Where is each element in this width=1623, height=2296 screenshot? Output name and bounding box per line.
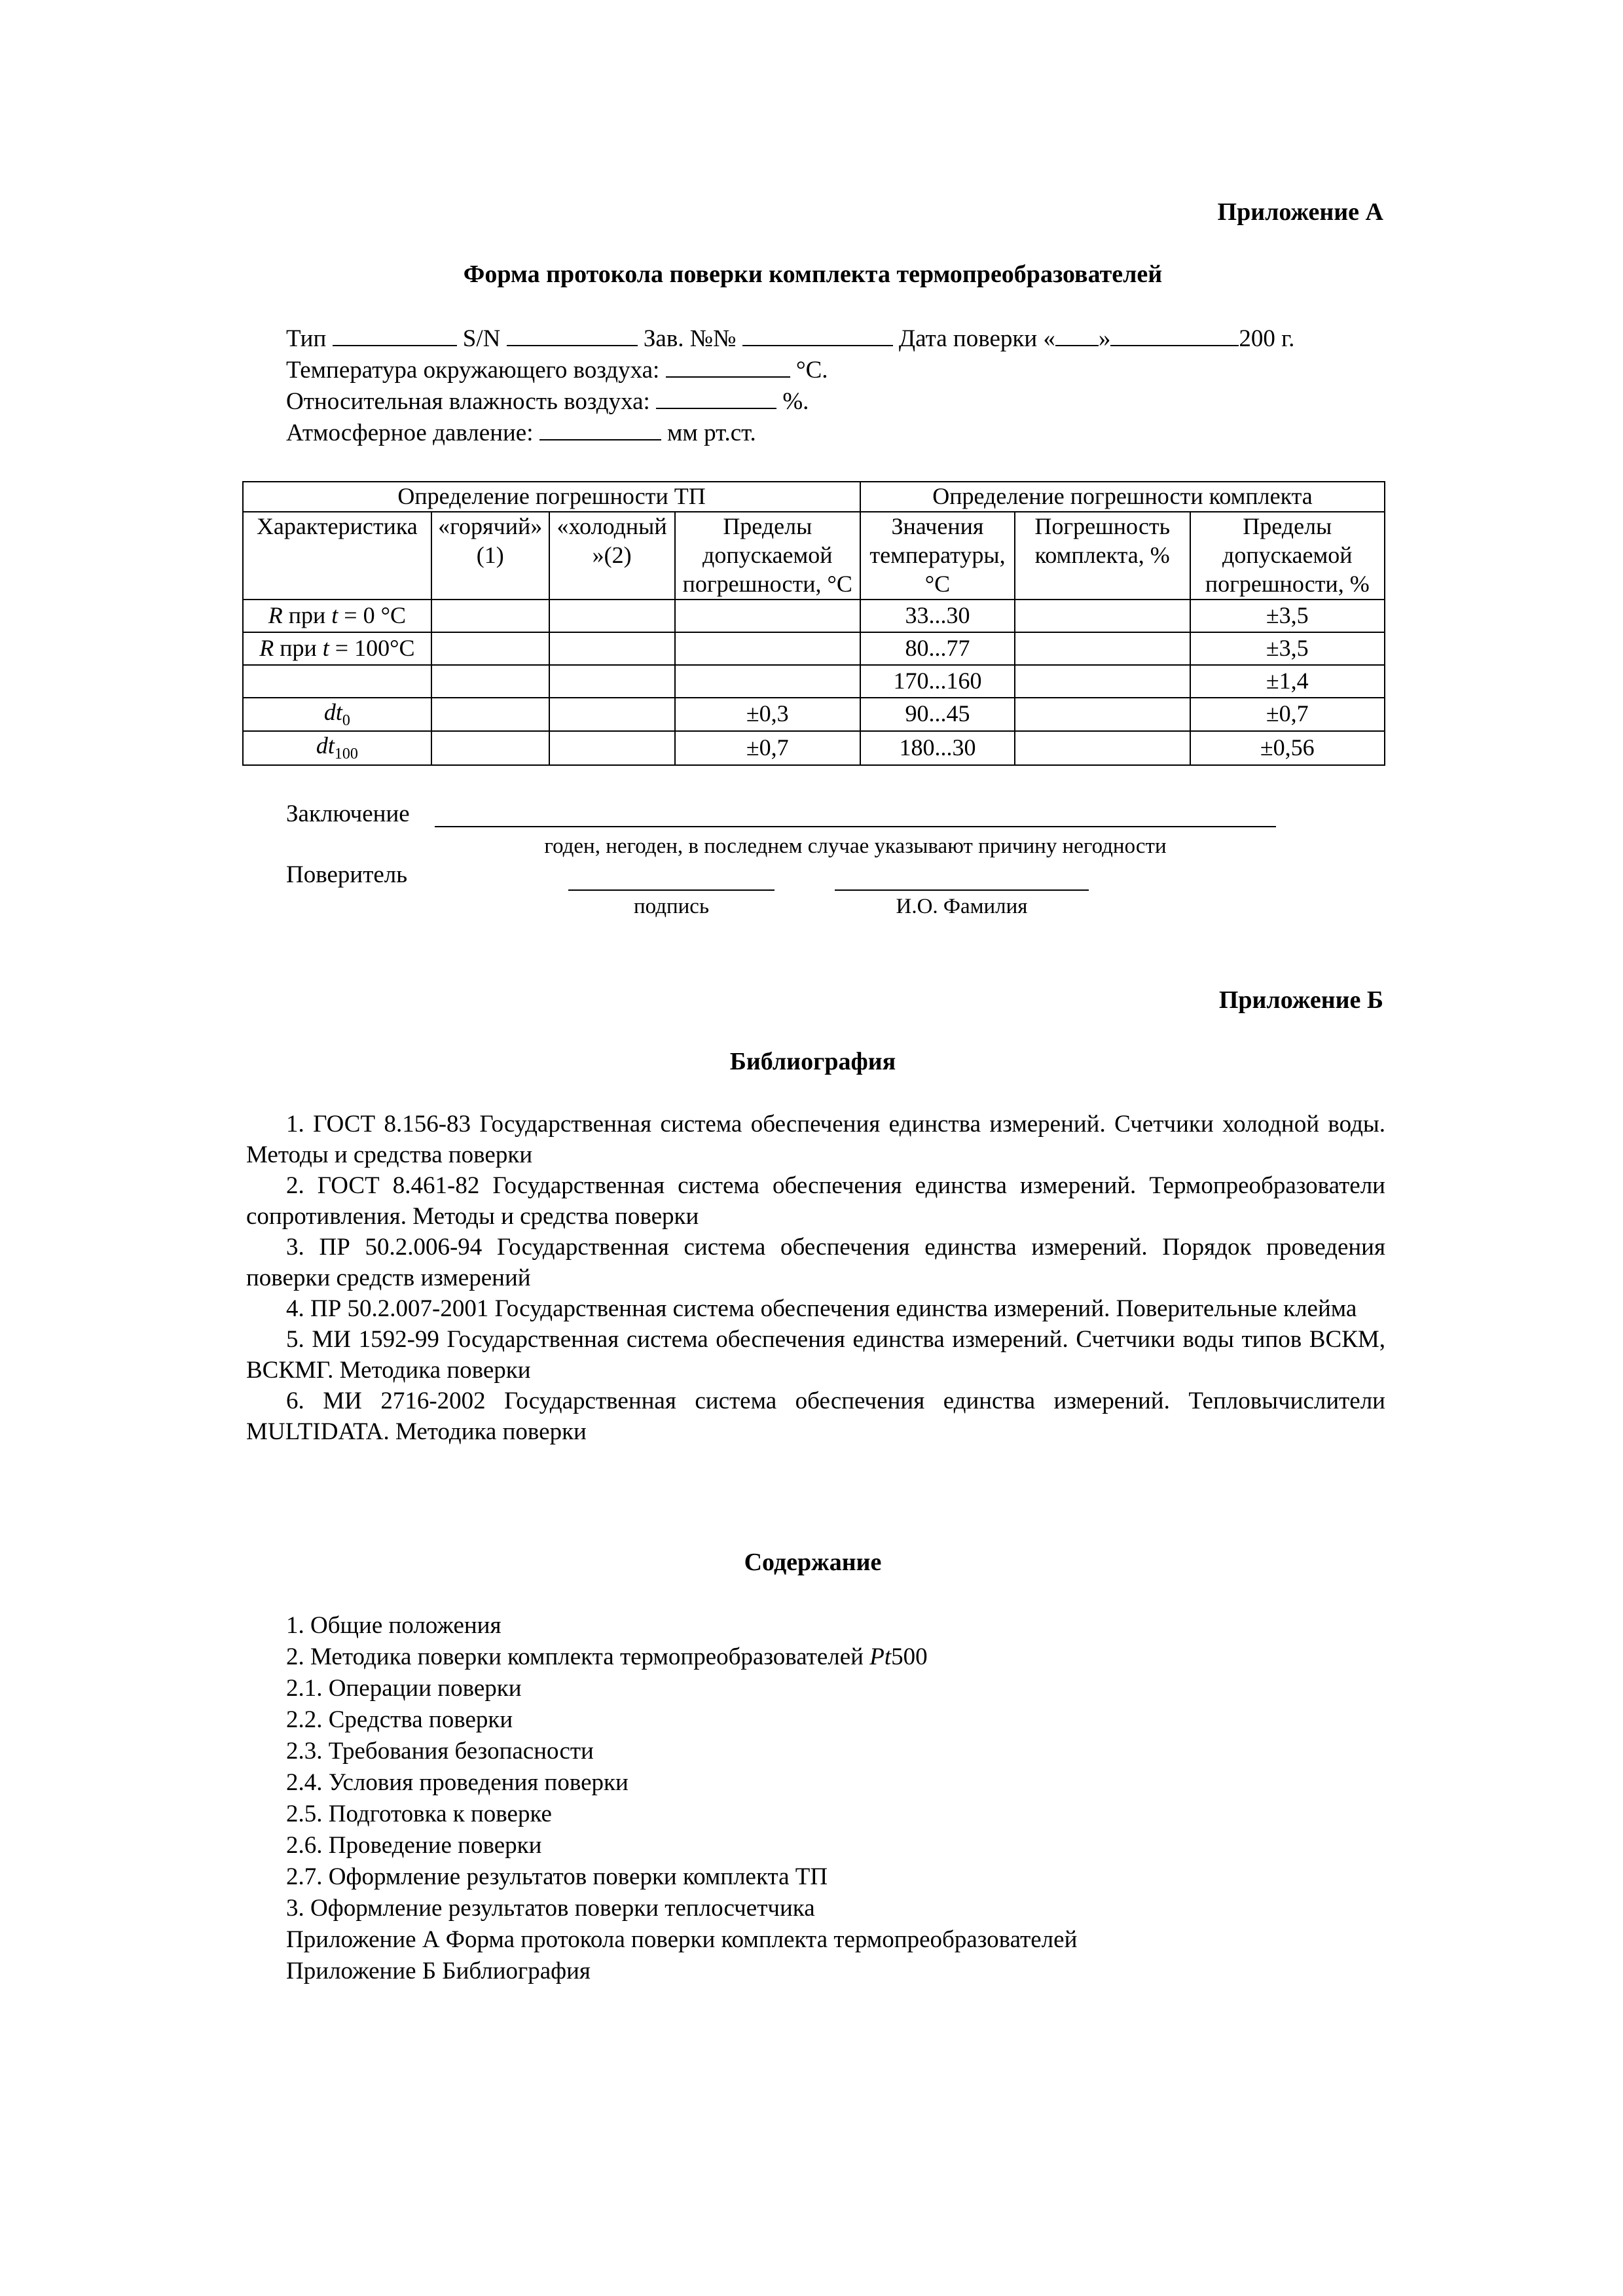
cell-limit-c <box>675 665 861 698</box>
cell-hot <box>431 665 549 698</box>
conclusion-label: Заключение <box>286 800 410 827</box>
humidity-label: Относительная влажность воздуха: <box>286 388 650 415</box>
date-label: Дата поверки « <box>898 325 1055 352</box>
cell-kit-error <box>1015 600 1190 632</box>
cell-cold <box>549 731 675 764</box>
list-item: 5. МИ 1592-99 Государственная система обеспечения единства измерений. Счетчики воды типов ВСКМ, ВСКМГ. Методика поверки <box>246 1326 1385 1384</box>
list-item: 2.4. Условия проведения поверки <box>286 1769 629 1796</box>
verification-table <box>242 481 1385 766</box>
list-item: 4. ПР 50.2.007-2001 Государственная система обеспечения единства измерений. Поверительные клейма <box>286 1295 1357 1322</box>
cell-temp: 90...45 <box>860 698 1015 731</box>
bibliography-list <box>246 1109 1385 1447</box>
table-row <box>243 632 1385 665</box>
conclusion-blank <box>435 825 1276 827</box>
cell-cold <box>549 665 675 698</box>
header-limit-c: Пределы допускаемой погрешности, °С <box>675 512 861 600</box>
list-item: 2.2. Средства поверки <box>286 1706 513 1733</box>
appendix-b-heading: Приложение Б <box>1218 986 1383 1014</box>
cell-hot <box>431 698 549 731</box>
humidity-unit: %. <box>782 388 809 415</box>
list-item: Приложение Б Библиография <box>286 1958 591 1984</box>
factory-no-label: Зав. №№ <box>643 325 737 352</box>
name-caption: И.О. Фамилия <box>896 895 1028 918</box>
form-line-humidity <box>286 386 809 418</box>
date-mid: » <box>1098 325 1111 352</box>
header-hot: «горячий» (1) <box>431 512 549 600</box>
cell-limit-pct: ±3,5 <box>1190 600 1385 632</box>
factory-no-blank <box>742 344 893 346</box>
header-temp-values: Значения температуры, °С <box>860 512 1015 600</box>
list-item: 1. ГОСТ 8.156-83 Государственная система обеспечения единства измерений. Счетчики холодной воды. Методы и средства поверки <box>246 1111 1385 1168</box>
cell-characteristic: R при t = 100°С <box>243 632 431 665</box>
pressure-blank <box>539 439 661 440</box>
list-item: 2. ГОСТ 8.461-82 Государственная система обеспечения единства измерений. Термопреобразователи сопротивления. Методы и средства поверки <box>246 1172 1385 1230</box>
table-row <box>243 665 1385 698</box>
header-limit-pct: Пределы допускаемой погрешности, % <box>1190 512 1385 600</box>
ambient-temp-unit: °С. <box>795 357 828 384</box>
cell-limit-c: ±0,3 <box>675 698 861 731</box>
sn-label: S/N <box>462 325 501 352</box>
verifier-label: Поверитель <box>286 861 408 888</box>
form-line-ambient-temp <box>286 355 828 386</box>
cell-characteristic <box>243 665 431 698</box>
date-suffix: 200 г. <box>1239 325 1295 352</box>
type-label: Тип <box>286 325 327 352</box>
header-characteristic: Характеристика <box>243 512 431 600</box>
contents-list <box>286 1610 1077 1987</box>
list-item: 1. Общие положения <box>286 1612 501 1639</box>
list-item: 3. Оформление результатов поверки теплосчетчика <box>286 1895 815 1922</box>
cell-cold <box>549 600 675 632</box>
appendix-a-title: Форма протокола поверки комплекта термопреобразователей <box>463 260 1163 288</box>
cell-limit-pct: ±0,56 <box>1190 731 1385 764</box>
list-item: 2.1. Операции поверки <box>286 1675 522 1702</box>
cell-limit-pct: ±3,5 <box>1190 632 1385 665</box>
appendix-b-title: Библиография <box>729 1048 896 1075</box>
group-tp-header: Определение погрешности ТП <box>243 482 860 512</box>
cell-hot <box>431 632 549 665</box>
cell-hot <box>431 600 549 632</box>
header-cold: «холодный »(2) <box>549 512 675 600</box>
sn-blank <box>507 344 638 346</box>
cell-limit-c <box>675 632 861 665</box>
table-group-row <box>243 482 1385 512</box>
conclusion-caption: годен, негоден, в последнем случае указывают причину негодности <box>544 834 1167 858</box>
cell-temp: 180...30 <box>860 731 1015 764</box>
cell-characteristic: $dt_0$ <box>243 698 431 731</box>
cell-kit-error <box>1015 731 1190 764</box>
cell-kit-error <box>1015 632 1190 665</box>
table-row <box>243 600 1385 632</box>
pressure-label: Атмосферное давление: <box>286 420 534 446</box>
ambient-temp-blank <box>666 376 790 378</box>
ambient-temp-label: Температура окружающего воздуха: <box>286 357 660 384</box>
form-line-pressure <box>286 418 756 449</box>
table-row <box>243 731 1385 764</box>
list-item: 2.3. Требования безопасности <box>286 1738 594 1765</box>
date-month-blank <box>1110 344 1239 346</box>
cell-kit-error <box>1015 698 1190 731</box>
list-item: Приложение А Форма протокола поверки комплекта термопреобразователей <box>286 1926 1078 1953</box>
signature-blank <box>568 889 775 891</box>
list-item: 2. Методика поверки комплекта термопреобразователей Pt500 <box>286 1643 928 1670</box>
cell-temp: 33...30 <box>860 600 1015 632</box>
cell-cold <box>549 632 675 665</box>
table-header-row <box>243 512 1385 600</box>
header-kit-error: Погрешность комплекта, % <box>1015 512 1190 600</box>
cell-characteristic: $dt_{100}$ <box>243 731 431 764</box>
pressure-unit: мм рт.ст. <box>667 420 756 446</box>
list-item: 3. ПР 50.2.006-94 Государственная система обеспечения единства измерений. Порядок проведения поверки средств измерений <box>246 1234 1385 1291</box>
type-blank <box>333 344 457 346</box>
cell-limit-c: ±0,7 <box>675 731 861 764</box>
humidity-blank <box>656 407 776 409</box>
table-row <box>243 698 1385 731</box>
cell-characteristic: R при t = 0 °С <box>243 600 431 632</box>
signature-caption: подпись <box>633 895 710 918</box>
cell-cold <box>549 698 675 731</box>
list-item: 2.7. Оформление результатов поверки комплекта ТП <box>286 1863 828 1890</box>
cell-hot <box>431 731 549 764</box>
contents-title: Содержание <box>744 1549 882 1576</box>
list-item: 2.6. Проведение поверки <box>286 1832 542 1859</box>
cell-limit-c <box>675 600 861 632</box>
cell-limit-pct: ±1,4 <box>1190 665 1385 698</box>
cell-temp: 170...160 <box>860 665 1015 698</box>
cell-kit-error <box>1015 665 1190 698</box>
group-kit-header: Определение погрешности комплекта <box>860 482 1385 512</box>
list-item: 6. МИ 2716-2002 Государственная система обеспечения единства измерений. Тепловычислители MULTIDATA. Методика поверки <box>246 1388 1385 1445</box>
appendix-a-heading: Приложение А <box>1217 198 1383 226</box>
date-day-blank <box>1055 344 1099 346</box>
list-item: 2.5. Подготовка к поверке <box>286 1801 552 1827</box>
cell-temp: 80...77 <box>860 632 1015 665</box>
name-blank <box>835 889 1089 891</box>
cell-limit-pct: ±0,7 <box>1190 698 1385 731</box>
form-line-type <box>286 323 1294 355</box>
